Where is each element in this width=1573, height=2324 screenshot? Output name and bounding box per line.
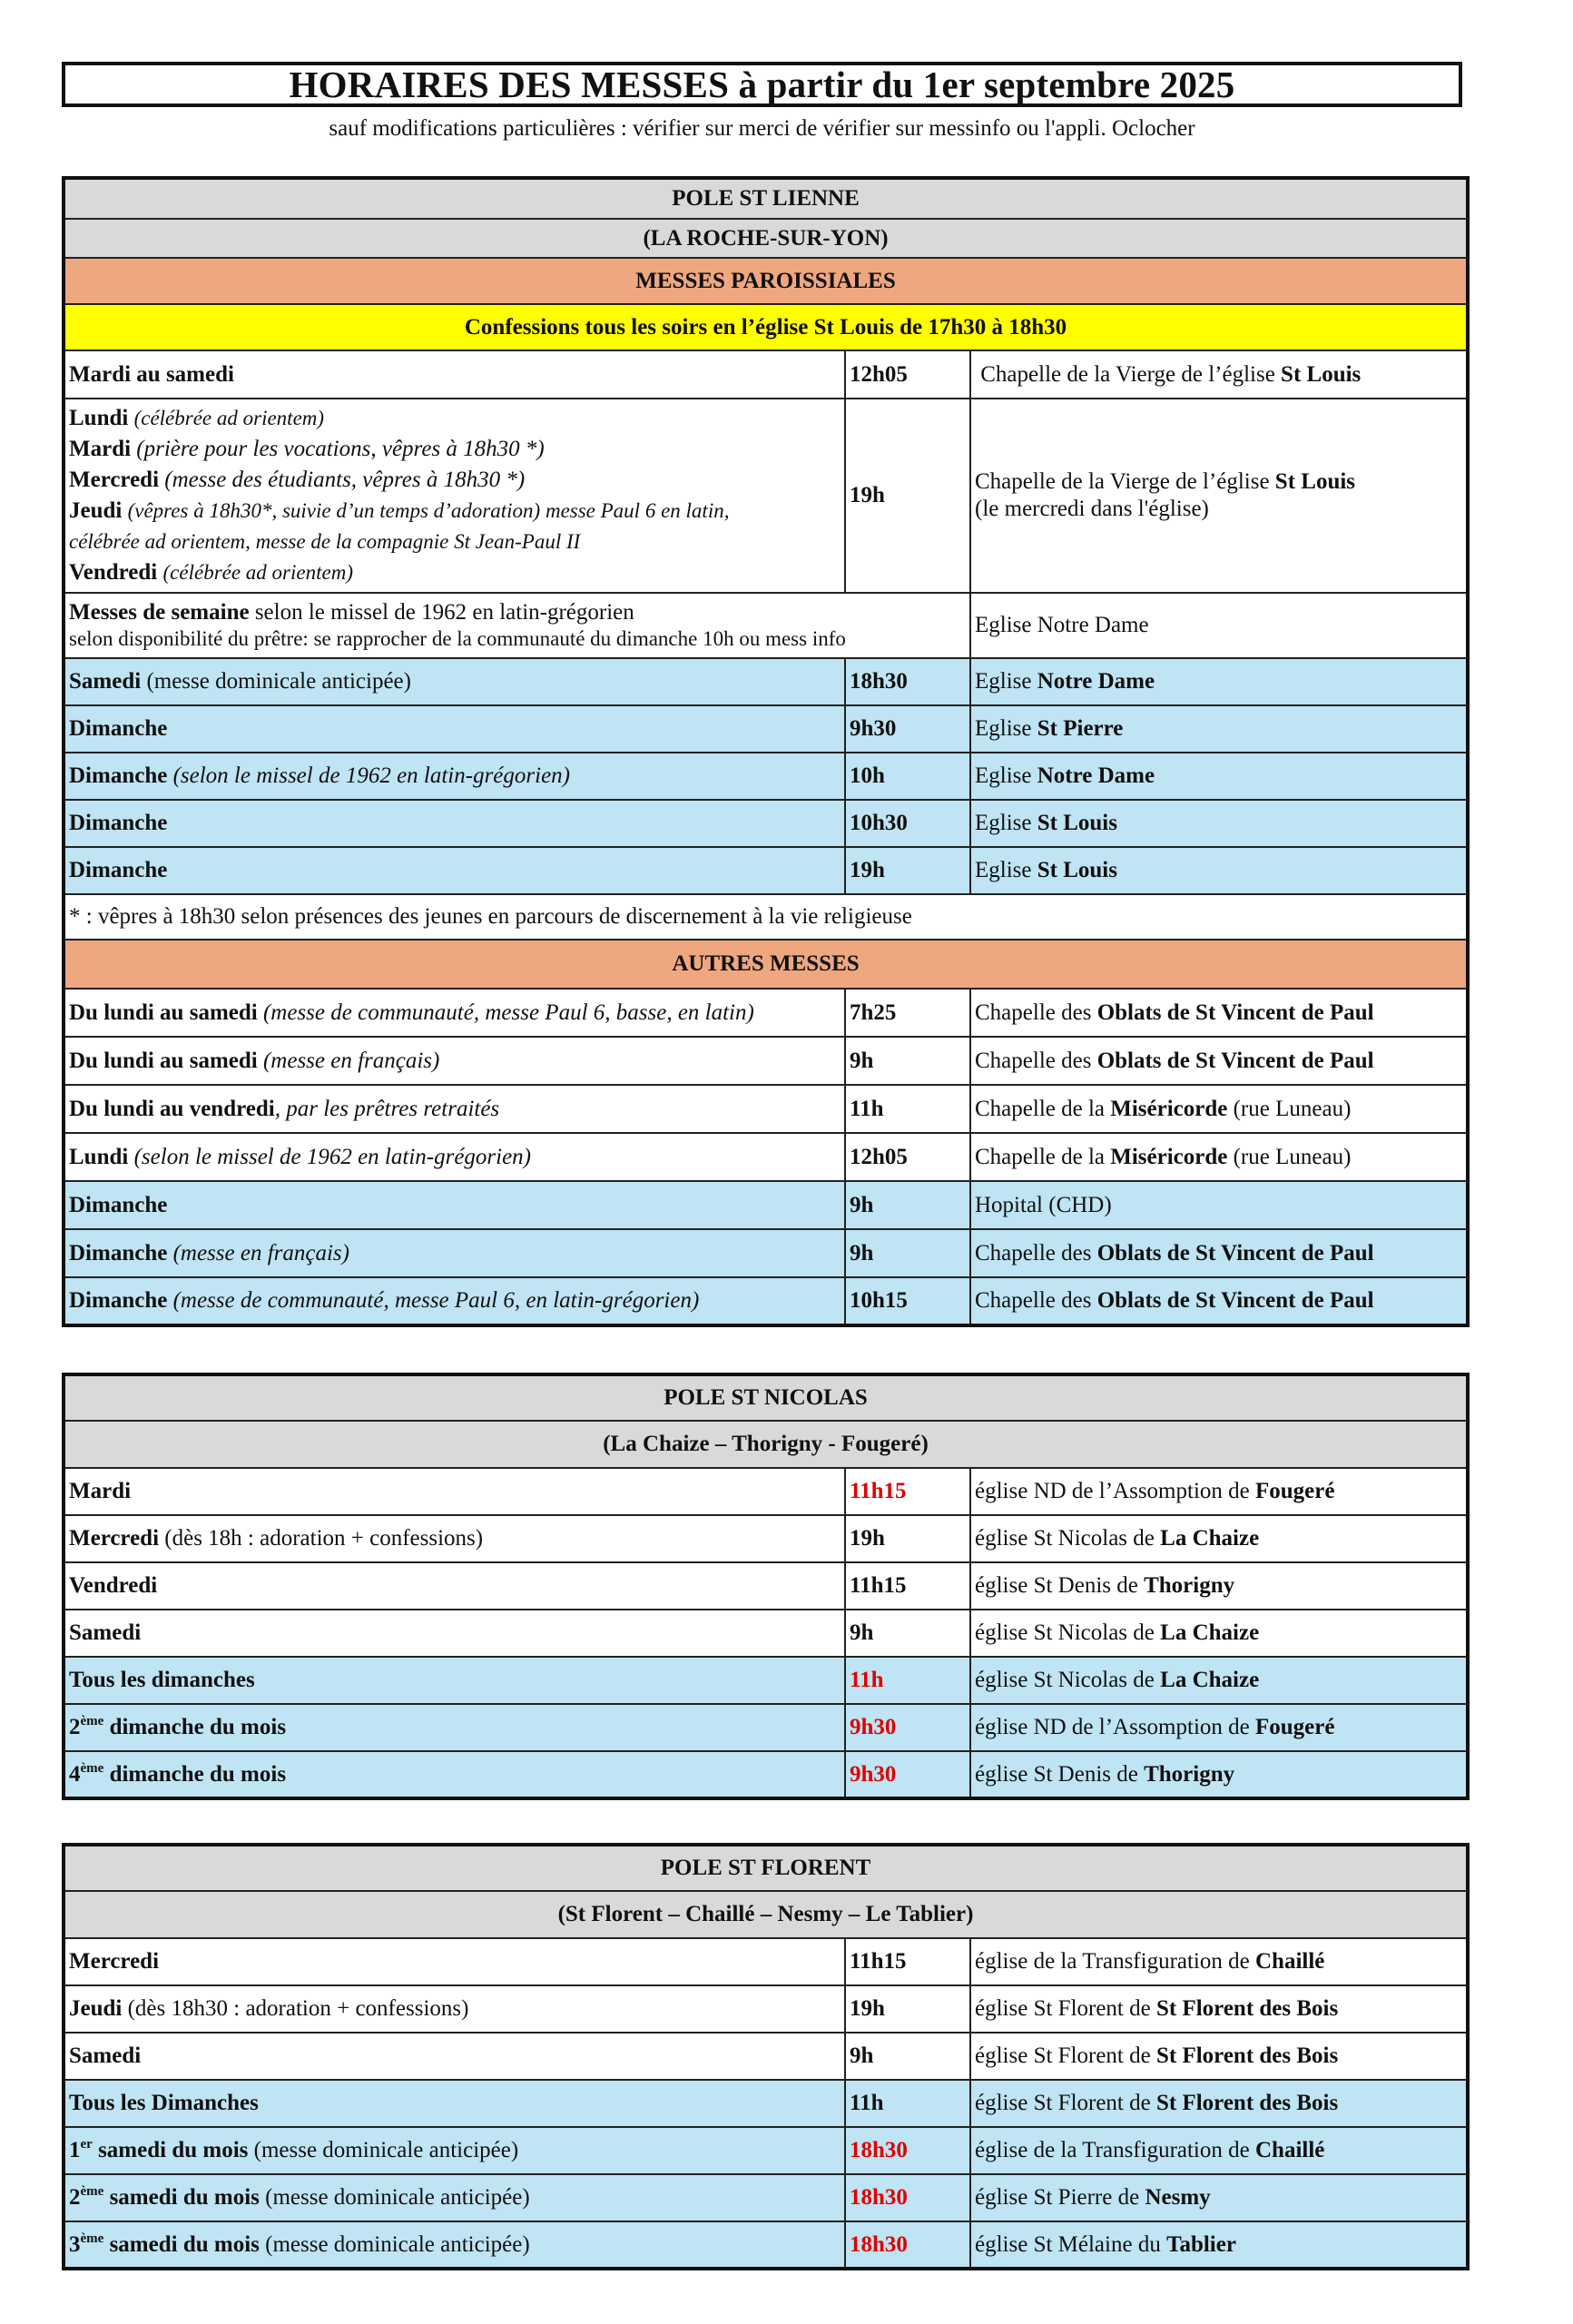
- day-cell-multiline: [64, 399, 845, 593]
- time-cell: 9h: [845, 2033, 970, 2080]
- table-row: [64, 1562, 1468, 1610]
- time-cell: 12h05: [845, 1133, 970, 1181]
- time-cell: 11h: [845, 2080, 970, 2127]
- place-highlight: St Louis: [1281, 361, 1362, 387]
- time-cell: 9h: [845, 1229, 970, 1277]
- day-label: Lundi: [69, 1144, 129, 1169]
- weekday-line: [69, 434, 841, 465]
- table-row: [64, 1277, 1468, 1325]
- table-row: [64, 1133, 1468, 1181]
- table-row: [64, 1985, 1468, 2033]
- place-cell: [970, 1562, 1468, 1610]
- ordinal-number: 3: [69, 2231, 81, 2257]
- place-text: Hopital (CHD): [975, 1192, 1112, 1217]
- place-highlight: St Florent des Bois: [1155, 1996, 1339, 2021]
- table-row: [64, 847, 1468, 894]
- day-note: (messe dominicale anticipée): [259, 2231, 530, 2257]
- day-cell: [64, 1181, 845, 1229]
- day-cell: [64, 2127, 845, 2174]
- place-text: église St Florent de: [975, 1996, 1156, 2021]
- day-label: Dimanche: [69, 858, 168, 882]
- place-cell: [970, 2221, 1468, 2269]
- ordinal-number: 2: [69, 1715, 81, 1739]
- pole-name: POLE ST FLORENT: [64, 1845, 1468, 1891]
- day-label: Mercredi: [69, 468, 160, 492]
- day-cell: [64, 705, 845, 753]
- place-cell: [970, 1133, 1468, 1181]
- place-cell: [970, 1277, 1468, 1325]
- place-text: Chapelle de la: [975, 1144, 1111, 1169]
- time-cell: 11h: [845, 1085, 970, 1133]
- time-cell: 7h25: [845, 989, 970, 1037]
- day-cell: [64, 1229, 845, 1277]
- place-highlight: La Chaize: [1160, 1526, 1260, 1551]
- day-label: Du lundi au samedi: [69, 1000, 258, 1025]
- place-text: Eglise: [975, 763, 1037, 788]
- day-label: Mardi: [69, 1479, 132, 1503]
- time-cell: 19h: [845, 1985, 970, 2033]
- section-header-row: [64, 1374, 1468, 1421]
- place-text: église St Denis de: [975, 1573, 1145, 1598]
- day-cell: [64, 1133, 845, 1181]
- place-note: (le mercredi dans l'église): [975, 497, 1209, 521]
- place-text: église St Pierre de: [975, 2185, 1145, 2210]
- day-cell: [64, 989, 845, 1037]
- time-cell: 10h30: [845, 800, 970, 847]
- day-note: (célébrée ad orientem): [162, 561, 353, 584]
- day-note: (dès 18h30 : adoration + confessions): [122, 1996, 469, 2021]
- day-note: (messe de communauté, messe Paul 6, en latin-grégorien): [167, 1288, 700, 1313]
- place-text: Chapelle de la: [975, 1096, 1111, 1121]
- pole-st-florent-table: [62, 1843, 1470, 2270]
- category-header-row: [64, 258, 1468, 304]
- place-cell: [970, 800, 1468, 847]
- day-cell: [64, 1985, 845, 2033]
- day-note: , par les prêtres retraités: [274, 1096, 500, 1121]
- place-cell: [970, 1704, 1468, 1751]
- semaine-line: [69, 599, 966, 626]
- confessions-banner: Confessions tous les soirs en l’église St Louis de 17h30 à 18h30: [64, 304, 1468, 350]
- time-cell: 19h: [845, 1515, 970, 1562]
- day-cell: [64, 658, 845, 705]
- place-note: (rue Luneau): [1227, 1096, 1352, 1121]
- day-note: (selon le missel de 1962 en latin-grégorien): [128, 1144, 532, 1169]
- pole-towns: (St Florent – Chaillé – Nesmy – Le Tablier): [64, 1891, 1468, 1938]
- ordinal-suffix: er: [80, 2137, 93, 2152]
- day-label: samedi du mois: [103, 2231, 260, 2257]
- pole-city: (LA ROCHE-SUR-YON): [64, 219, 1468, 258]
- place-cell: [970, 1229, 1468, 1277]
- place-highlight: Oblats de St Vincent de Paul: [1096, 1240, 1374, 1265]
- ordinal-number: 4: [69, 1761, 81, 1787]
- day-note: (messe en français): [257, 1048, 440, 1073]
- weekday-line: [69, 557, 841, 588]
- place-highlight: Nesmy: [1145, 2185, 1211, 2210]
- place-cell: [970, 2127, 1468, 2174]
- time-cell: 9h: [845, 1037, 970, 1085]
- day-note: célébrée ad orientem, messe de la compagnie St Jean-Paul II: [69, 530, 581, 553]
- day-label: Mercredi: [69, 1949, 160, 1974]
- time-cell: 9h: [845, 1610, 970, 1657]
- place-highlight: St Pierre: [1037, 716, 1124, 741]
- place-cell: [970, 1938, 1468, 1985]
- place-text: Chapelle de la Vierge de l’église: [980, 361, 1282, 387]
- place-text: église ND de l’Assomption de: [975, 1715, 1255, 1739]
- day-label: Lundi: [69, 406, 129, 430]
- place-cell: [970, 2080, 1468, 2127]
- day-note: (messe dominicale anticipée): [141, 669, 411, 694]
- table-row: [64, 658, 1468, 705]
- table-row: [64, 1610, 1468, 1657]
- weekday-line: [69, 527, 841, 557]
- place-text: Chapelle des: [975, 1048, 1097, 1073]
- place-cell: [970, 1610, 1468, 1657]
- table-row: [64, 2221, 1468, 2269]
- footnote-row: [64, 894, 1468, 940]
- ordinal-suffix: ème: [80, 2230, 104, 2246]
- time-cell: 11h15: [845, 1468, 970, 1515]
- page-subtitle: sauf modifications particulières : vérifier sur merci de vérifier sur messinfo ou l'appli. Oclocher: [329, 116, 1195, 141]
- day-label: Du lundi au samedi: [69, 1048, 258, 1073]
- place-highlight: St Louis: [1037, 811, 1117, 835]
- place-highlight: Fougeré: [1254, 1715, 1335, 1739]
- day-cell: [64, 1751, 845, 1798]
- time-cell: 18h30: [845, 658, 970, 705]
- place-cell: [970, 1037, 1468, 1085]
- table-row: [64, 1657, 1468, 1704]
- table-row: [64, 1229, 1468, 1277]
- time-cell: 10h15: [845, 1277, 970, 1325]
- pole-towns: (La Chaize – Thorigny - Fougeré): [64, 1421, 1468, 1468]
- table-row: [64, 989, 1468, 1037]
- day-cell: [64, 1657, 845, 1704]
- place-cell: [970, 1181, 1468, 1229]
- day-note: (dès 18h : adoration + confessions): [159, 1526, 484, 1551]
- weekday-line: [69, 496, 841, 527]
- place-cell: [970, 350, 1468, 399]
- day-cell: [64, 1562, 845, 1610]
- place-highlight: Fougeré: [1254, 1479, 1335, 1503]
- place-text: Eglise: [975, 811, 1037, 835]
- pole-st-lienne-table: [62, 176, 1470, 1327]
- day-note: (célébrée ad orientem): [133, 407, 325, 429]
- day-label: Dimanche: [69, 1288, 168, 1313]
- page-title: [62, 62, 1462, 107]
- place-highlight: Notre Dame: [1037, 763, 1155, 788]
- confessions-banner-row: [64, 304, 1468, 350]
- table-row: [64, 2080, 1468, 2127]
- day-cell: [64, 2080, 845, 2127]
- place-cell: [970, 1985, 1468, 2033]
- place-text: Eglise: [975, 858, 1037, 882]
- day-label: Tous les dimanches: [69, 1668, 255, 1692]
- day-cell: [64, 1085, 845, 1133]
- day-label: Vendredi: [69, 1573, 158, 1598]
- day-label: Dimanche: [69, 716, 168, 741]
- place-cell: [970, 658, 1468, 705]
- time-cell: 19h: [845, 399, 970, 593]
- day-note: (vêpres à 18h30*, suivie d’un temps d’adoration) messe Paul 6 en latin,: [127, 499, 730, 522]
- day-cell: [64, 2033, 845, 2080]
- time-cell: 18h30: [845, 2221, 970, 2269]
- table-row: [64, 1515, 1468, 1562]
- place-note: (rue Luneau): [1227, 1144, 1352, 1169]
- table-row: [64, 2174, 1468, 2221]
- day-label: Samedi: [69, 669, 142, 694]
- table-row: [64, 753, 1468, 800]
- time-cell: 9h30: [845, 1751, 970, 1798]
- place-cell: [970, 2174, 1468, 2221]
- place-cell: [970, 2033, 1468, 2080]
- table-row: [64, 1037, 1468, 1085]
- time-cell: 9h30: [845, 1704, 970, 1751]
- ordinal-number: 1: [69, 2138, 81, 2162]
- pole-name: POLE ST LIENNE: [64, 178, 1468, 219]
- place-cell: [970, 1515, 1468, 1562]
- day-cell: [64, 1468, 845, 1515]
- place-cell: [970, 1468, 1468, 1515]
- day-label: Dimanche: [69, 1240, 168, 1265]
- day-cell: [64, 1515, 845, 1562]
- place-text: Chapelle des: [975, 1240, 1097, 1265]
- time-cell: 19h: [845, 847, 970, 894]
- day-label: Mercredi: [69, 1526, 160, 1551]
- day-label: dimanche du mois: [103, 1715, 287, 1739]
- day-note: (messe de communauté, messe Paul 6, basse, en latin): [257, 1000, 754, 1025]
- table-row: [64, 1704, 1468, 1751]
- section-subheader-row: [64, 1891, 1468, 1938]
- time-cell: 9h: [845, 1181, 970, 1229]
- place-highlight: Notre Dame: [1037, 669, 1155, 694]
- weekday-line: [69, 403, 841, 434]
- place-text: Chapelle des: [975, 1000, 1097, 1025]
- place-text: église St Nicolas de: [975, 1526, 1161, 1551]
- category-paroissiales: MESSES PAROISSIALES: [64, 258, 1468, 304]
- table-row: [64, 2127, 1468, 2174]
- place-cell: [970, 1657, 1468, 1704]
- table-row: [64, 1085, 1468, 1133]
- place-highlight: La Chaize: [1160, 1668, 1260, 1692]
- time-cell: 11h15: [845, 1938, 970, 1985]
- pole-name: POLE ST NICOLAS: [64, 1374, 1468, 1421]
- place-cell: [970, 847, 1468, 894]
- day-note: (messe en français): [167, 1240, 349, 1265]
- day-note: (selon le missel de 1962 en latin-grégorien): [167, 763, 570, 788]
- day-note: selon le missel de 1962 en latin-grégorien: [249, 600, 634, 625]
- time-cell: 11h: [845, 1657, 970, 1704]
- time-cell: 10h: [845, 753, 970, 800]
- day-label: Dimanche: [69, 1192, 168, 1217]
- place-text: église de la Transfiguration de: [975, 1949, 1255, 1974]
- place-cell: [970, 753, 1468, 800]
- weekday-line: [69, 465, 841, 496]
- day-cell: [64, 800, 845, 847]
- category-header-row: [64, 940, 1468, 989]
- place-highlight: Miséricorde: [1110, 1096, 1228, 1121]
- day-label: Vendredi: [69, 560, 158, 585]
- place-highlight: Oblats de St Vincent de Paul: [1096, 1048, 1374, 1073]
- day-label: Dimanche: [69, 763, 168, 788]
- day-label: Samedi: [69, 2043, 142, 2068]
- time-cell: 18h30: [845, 2127, 970, 2174]
- time-cell: 11h15: [845, 1562, 970, 1610]
- day-label: Mardi: [69, 437, 132, 461]
- page-title-text: HORAIRES DES MESSES à partir du 1er septembre 2025: [289, 64, 1235, 105]
- day-cell: [64, 1037, 845, 1085]
- section-header-row: [64, 178, 1468, 219]
- table-row: [64, 1468, 1468, 1515]
- place-text: église de la Transfiguration de: [975, 2138, 1255, 2162]
- day-cell: [64, 2174, 845, 2221]
- place-text: église St Denis de: [975, 1761, 1145, 1787]
- place-text: Chapelle de la Vierge de l’église: [975, 469, 1275, 494]
- place-highlight: Miséricorde: [1110, 1144, 1228, 1169]
- place-cell: Eglise Notre Dame: [970, 593, 1468, 658]
- day-note: (messe dominicale anticipée): [248, 2138, 519, 2162]
- section-subheader-row: [64, 1421, 1468, 1468]
- footnote: * : vêpres à 18h30 selon présences des jeunes en parcours de discernement à la vie religieuse: [64, 894, 1468, 940]
- day-cell: [64, 1704, 845, 1751]
- day-note: (messe des étudiants, vêpres à 18h30 *): [164, 468, 526, 492]
- day-cell: Mardi au samedi: [64, 350, 845, 399]
- time-cell: 18h30: [845, 2174, 970, 2221]
- day-label: Jeudi: [69, 498, 123, 523]
- place-highlight: Chaillé: [1254, 2138, 1325, 2162]
- day-cell: [64, 593, 970, 658]
- place-text: église St Florent de: [975, 2091, 1156, 2115]
- place-cell: [970, 1085, 1468, 1133]
- day-cell: [64, 1610, 845, 1657]
- place-cell: [970, 989, 1468, 1037]
- day-cell: [64, 1938, 845, 1985]
- semaine-note: selon disponibilité du prêtre: se rapprocher de la communauté du dimanche 10h ou mess info: [69, 627, 846, 651]
- place-highlight: Tablier: [1166, 2231, 1236, 2257]
- table-row: [64, 800, 1468, 847]
- time-cell: 12h05: [845, 350, 970, 399]
- ordinal-suffix: ème: [80, 1760, 104, 1776]
- day-label: Messes de semaine: [69, 600, 250, 625]
- day-label: Jeudi: [69, 1996, 123, 2021]
- table-row: [64, 399, 1468, 593]
- day-cell: [64, 2221, 845, 2269]
- place-highlight: Thorigny: [1144, 1761, 1235, 1787]
- place-cell: [970, 399, 1468, 593]
- place-highlight: Oblats de St Vincent de Paul: [1096, 1288, 1374, 1313]
- table-row: [64, 593, 1468, 658]
- place-text: église St Nicolas de: [975, 1668, 1161, 1692]
- day-cell: [64, 847, 845, 894]
- place-cell: [970, 705, 1468, 753]
- place-text: église St Florent de: [975, 2043, 1156, 2068]
- place-text: église St Mélaine du: [975, 2231, 1167, 2257]
- place-highlight: Oblats de St Vincent de Paul: [1096, 1000, 1374, 1025]
- table-row: [64, 1181, 1468, 1229]
- ordinal-suffix: ème: [80, 1714, 104, 1728]
- ordinal-number: 2: [69, 2185, 81, 2210]
- place-line: [975, 468, 1462, 496]
- pole-st-nicolas-table: [62, 1373, 1470, 1800]
- day-cell: [64, 1277, 845, 1325]
- place-text: église ND de l’Assomption de: [975, 1479, 1255, 1503]
- table-row: [64, 350, 1468, 399]
- place-cell: [970, 1751, 1468, 1798]
- day-note: (messe dominicale anticipée): [259, 2185, 530, 2210]
- place-text: Eglise: [975, 669, 1037, 694]
- category-autres: AUTRES MESSES: [64, 940, 1468, 989]
- section-header-row: [64, 1845, 1468, 1891]
- section-subheader-row: [64, 219, 1468, 258]
- table-row: [64, 1751, 1468, 1798]
- day-label: Dimanche: [69, 811, 168, 835]
- day-cell: [64, 753, 845, 800]
- time-cell: 9h30: [845, 705, 970, 753]
- place-highlight: St Florent des Bois: [1155, 2091, 1339, 2115]
- place-highlight: Thorigny: [1144, 1573, 1235, 1598]
- place-highlight: La Chaize: [1160, 1620, 1260, 1645]
- place-highlight: Chaillé: [1254, 1949, 1325, 1974]
- day-label: Du lundi au vendredi: [69, 1096, 275, 1121]
- table-row: [64, 2033, 1468, 2080]
- place-highlight: St Florent des Bois: [1155, 2043, 1339, 2068]
- day-label: samedi du mois: [92, 2138, 249, 2162]
- day-note: (prière pour les vocations, vêpres à 18h30 *): [136, 437, 545, 461]
- day-label: dimanche du mois: [103, 1761, 287, 1787]
- place-highlight: St Louis: [1274, 469, 1356, 494]
- place-text: église St Nicolas de: [975, 1620, 1161, 1645]
- table-row: [64, 1938, 1468, 1985]
- place-text: Eglise: [975, 716, 1037, 741]
- ordinal-suffix: ème: [80, 2184, 104, 2199]
- table-row: [64, 705, 1468, 753]
- day-label: samedi du mois: [103, 2185, 260, 2210]
- day-label: Tous les Dimanches: [69, 2091, 259, 2115]
- place-highlight: St Louis: [1037, 858, 1117, 882]
- place-text: Chapelle des: [975, 1288, 1097, 1313]
- day-label: Samedi: [69, 1620, 142, 1645]
